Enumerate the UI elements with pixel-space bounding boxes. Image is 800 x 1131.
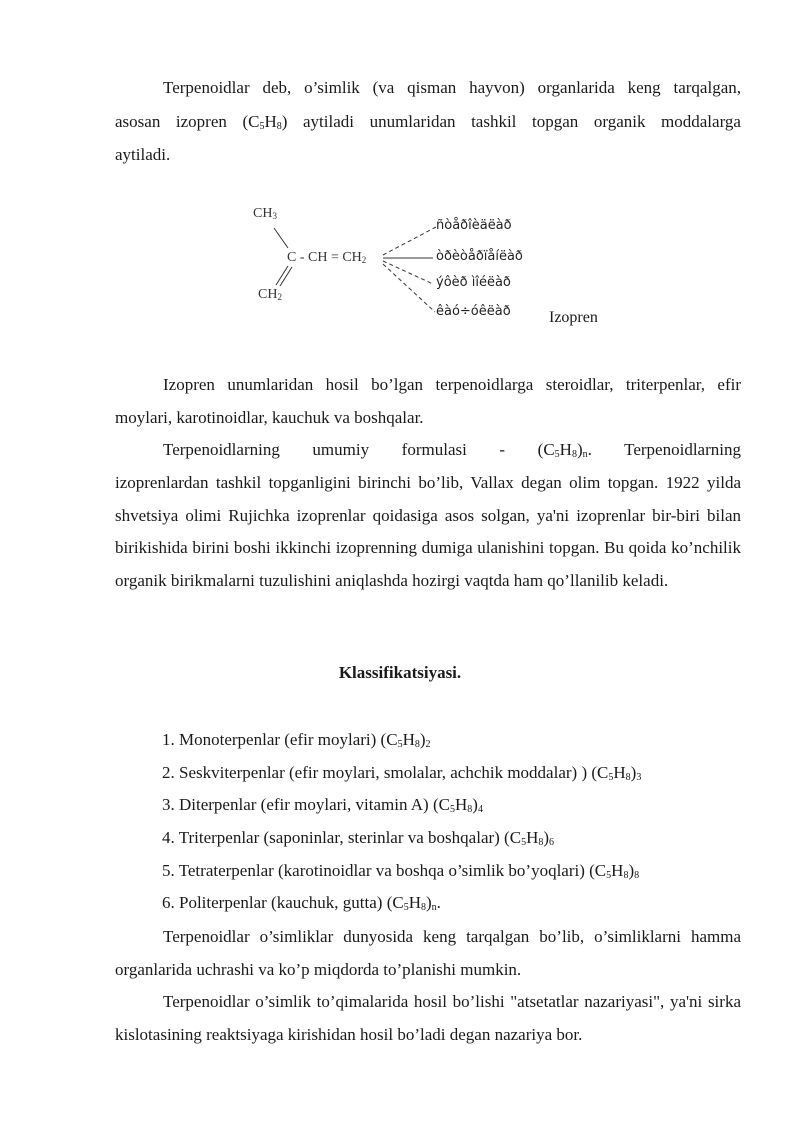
ch2-group: $CH_2$ xyxy=(258,287,282,302)
izopren-label: Izopren xyxy=(549,309,598,326)
para2-line-1: Izopren unumlaridan hosil bo’lgan terpenoidlarga steroidlar, triterpenlar, efir xyxy=(163,375,741,394)
list-item: 3. Diterpenlar (efir moylari, vitamin A) $(C_5H_8)_4$ xyxy=(162,795,483,815)
branch-line-1 xyxy=(383,227,436,255)
branch-label-2: òðèòåðïåíëàð xyxy=(436,249,523,264)
branch-label-4: êàó÷óêëàð xyxy=(436,304,511,319)
list-item: 2. Seskviterpenlar (efir moylari, smolalar, achchik moddalar) ) $(C_5H_8)_3$ xyxy=(162,763,642,783)
branch-line-4 xyxy=(383,264,435,312)
intro-line-3: aytiladi. xyxy=(115,145,171,164)
branch-line-3 xyxy=(383,261,433,284)
main-chain: C - CH = $CH_2$ xyxy=(287,250,367,265)
para2-line-2: moylari, karotinoidlar, kauchuk va boshqalar. xyxy=(115,408,424,427)
branch-label-1: ñòåðîèäëàð xyxy=(436,218,512,233)
intro-line-2: asosan izopren $(C_5H_8)$ aytiladi unumlaridan tashkil topgan organik moddalarga xyxy=(115,112,741,132)
list-item: 6. Politerpenlar (kauchuk, gutta) $(C_5H_8)_n$. xyxy=(162,893,441,913)
branch-label-3: ýôèð ìîéëàð xyxy=(436,275,511,290)
para5: Terpenoidlar o’simlik to’qimalarida hosil bo’lishi "atsetatlar nazariyasi", ya'ni sirka kislotasining reaktsiyaga kirishidan hosil bo’ladi degan nazariya bor. xyxy=(115,992,741,1044)
list-item: 1. Monoterpenlar (efir moylari) $(C_5H_8)_2$ xyxy=(162,730,431,750)
list-item: 5. Tetraterpenlar (karotinoidlar va boshqa o’simlik bo’yoqlari) $(C_5H_8)_8$ xyxy=(162,861,640,881)
section-heading: Klassifikatsiyasi. xyxy=(338,663,462,682)
diagram-bonds xyxy=(0,0,800,340)
para3-body: izoprenlardan tashkil topganligini birinchi bo’lib, Vallax degan olim topgan. 1922 yilda shvetsiya olimi Rujichka izoprenlar qoidasiga asos solgan, ya'ni izoprenlar bir-biri bilan birikishida birini boshi ikkinchi izoprenning dumiga ulanishini topgan. Bu qoida ko’nchilik organik birikmalarni tuzulishini aniqlashda hozirgi vaqtda ham qo’llanilib keladi. xyxy=(115,473,741,590)
para4: Terpenoidlar o’simliklar dunyosida keng tarqalgan bo’lib, o’simliklarni hamma organlarida uchrashi va ko’p miqdorda to’planishi mumkin. xyxy=(115,927,741,979)
list-item: 4. Triterpenlar (saponinlar, sterinlar va boshqalar) $(C_5H_8)_6$ xyxy=(162,828,555,848)
intro-line-1: Terpenoidlar deb, o’simlik (va qisman hayvon) organlarida keng tarqalgan, xyxy=(163,78,741,97)
para3-line-1: Terpenoidlarning umumiy formulasi - $(C_5H_8)_n$. Terpenoidlarning xyxy=(163,440,741,460)
single-bond xyxy=(274,228,288,248)
ch3-group: $CH_3$ xyxy=(253,206,277,221)
